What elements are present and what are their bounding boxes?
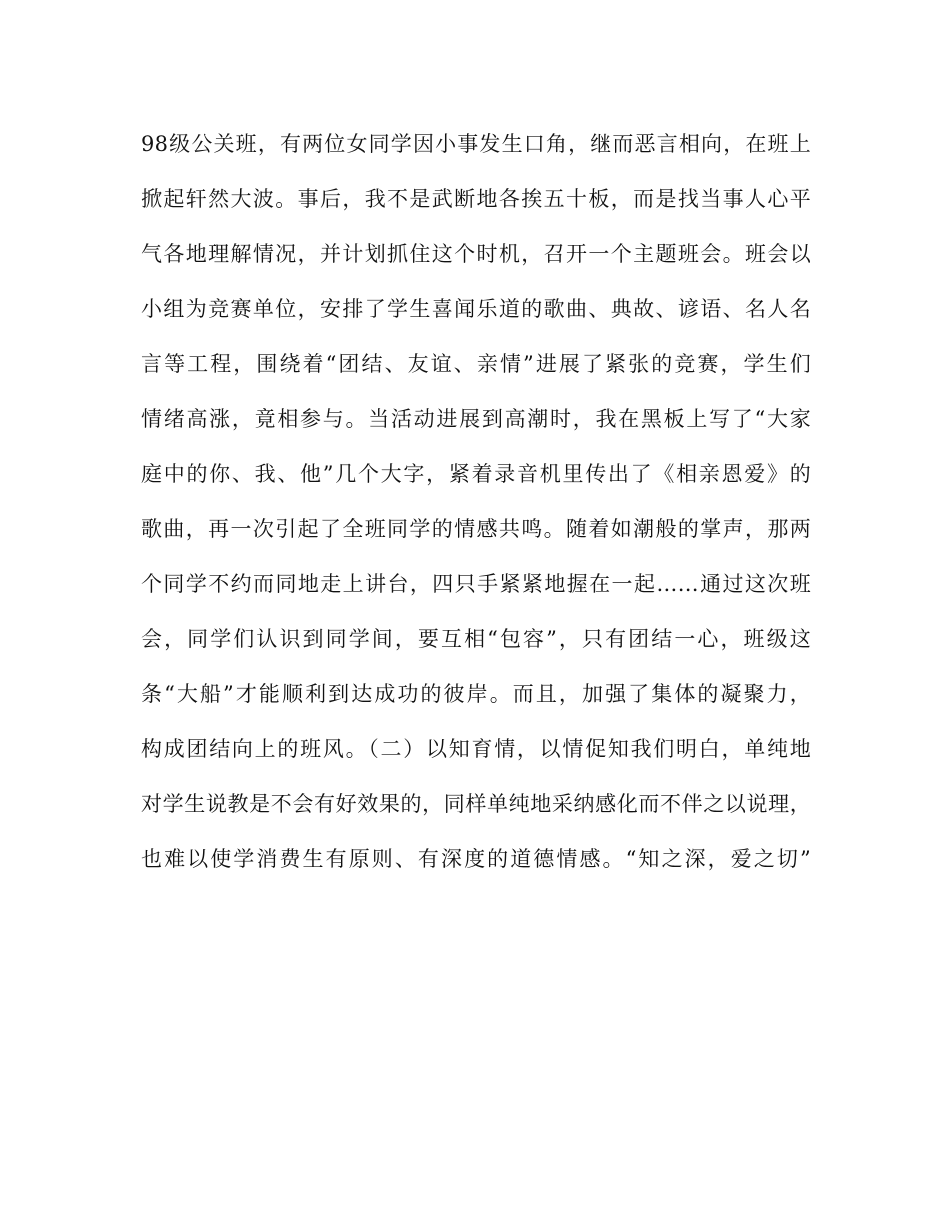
body-text	[141, 120, 811, 890]
text-line: 气各地理解情况，并计划抓住这个时机，召开一个主题班会。班会以	[141, 242, 811, 266]
text-line: 个同学不约而同地走上讲台，四只手紧紧地握在一起……通过这次班	[141, 572, 811, 596]
text-line: 对学生说教是不会有好效果的，同样单纯地采纳感化而不伴之以说理，	[141, 792, 811, 816]
text-line: 条“大船”才能顺利到达成功的彼岸。而且，加强了集体的凝聚力，	[141, 682, 811, 706]
text-line: 会，同学们认识到同学间，要互相“包容”，只有团结一心，班级这	[141, 627, 811, 651]
text-line: 情绪高涨，竟相参与。当活动进展到高潮时，我在黑板上写了“大家	[141, 407, 811, 431]
text-line: 言等工程，围绕着“团结、友谊、亲情”进展了紧张的竞赛，学生们	[141, 352, 811, 376]
text-line: 掀起轩然大波。事后，我不是武断地各挨五十板，而是找当事人心平	[141, 187, 811, 211]
text-line: 98级公关班，有两位女同学因小事发生口角，继而恶言相向，在班上	[141, 132, 811, 156]
text-line: 歌曲，再一次引起了全班同学的情感共鸣。随着如潮般的掌声，那两	[141, 517, 811, 541]
text-line: 构成团结向上的班风。（二）以知育情，以情促知我们明白，单纯地	[141, 737, 811, 761]
text-line: 小组为竞赛单位，安排了学生喜闻乐道的歌曲、典故、谚语、名人名	[141, 297, 811, 321]
text-line: 也难以使学消费生有原则、有深度的道德情感。“知之深，爱之切”	[141, 847, 811, 871]
text-line: 庭中的你、我、他”几个大字，紧着录音机里传出了《相亲恩爱》的	[141, 462, 811, 486]
